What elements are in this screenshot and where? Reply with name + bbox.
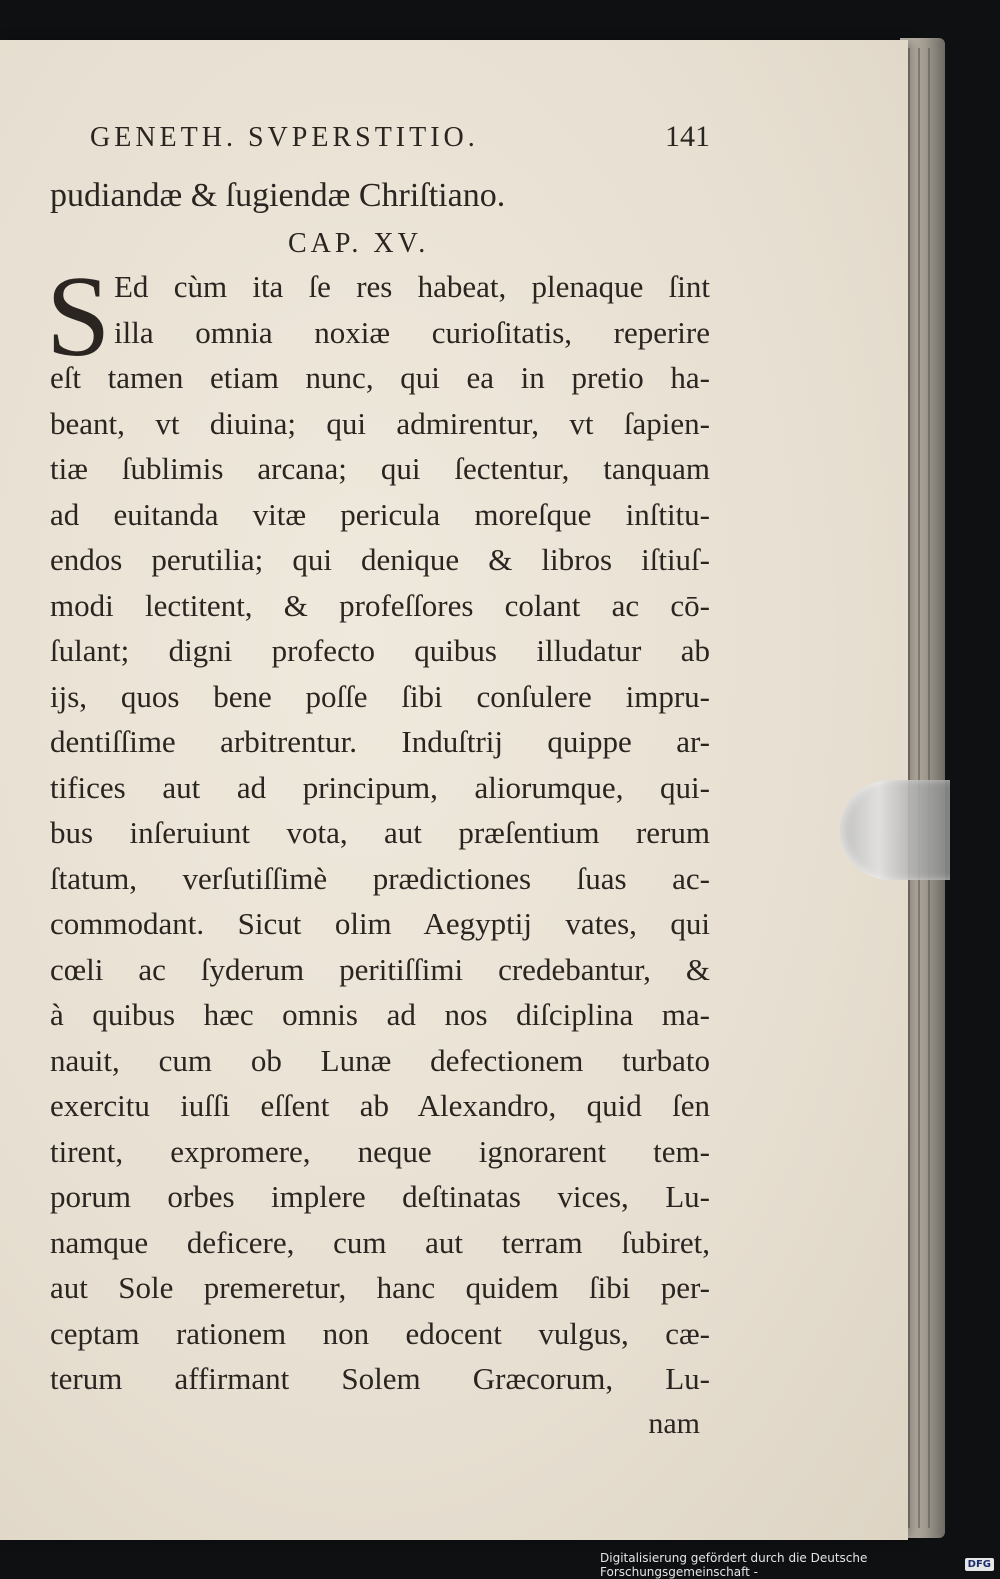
text-line: ad euitanda vitæ pericula moreſque inſtitu- xyxy=(50,496,710,532)
running-head xyxy=(50,120,710,170)
text-line: endos perutilia; qui denique & libros iſtiuſ- xyxy=(50,542,710,577)
heading-line: pudiandæ & ſugiendæ Chriſtiano. xyxy=(50,177,506,214)
book-page xyxy=(0,40,908,1540)
footer-bar xyxy=(600,1550,1000,1579)
text-line: ſtatum, verſutiſſimè prædictiones ſuas ac- xyxy=(50,860,710,896)
text-line: nauit, cum ob Lunæ defectionem turbato xyxy=(50,1042,710,1078)
chapter-heading: CAP. XV. xyxy=(288,228,430,259)
text-line: tiæ ſublimis arcana; qui ſectentur, tanquam xyxy=(50,451,710,486)
text-line: à quibus hæc omnis ad nos diſciplina ma- xyxy=(50,997,710,1032)
text-line: tifices aut ad principum, aliorumque, qui- xyxy=(50,769,710,805)
text-line: ijs, quos bene poſſe ſibi conſulere impru- xyxy=(50,678,710,714)
text-line: tirent, expromere, neque ignorarent tem- xyxy=(50,1133,710,1169)
text-line: ſulant; digni profecto quibus illudatur ab xyxy=(50,633,710,668)
text-line: modi lectitent, & profeſſores colant ac cō- xyxy=(50,587,710,623)
text-line: ceptam rationem non edocent vulgus, cæ- xyxy=(50,1315,710,1351)
page-number: 141 xyxy=(665,120,710,153)
text-line: terum affirmant Solem Græcorum, Lu- xyxy=(50,1361,710,1396)
text-line: Ed cùm ita ſe res habeat, plenaque ſint xyxy=(114,269,710,304)
text-line: dentiſſime arbitrentur. Induſtrij quippe ar- xyxy=(50,724,710,759)
text-line: beant, vt diuina; qui admirentur, vt ſapien- xyxy=(50,405,710,441)
running-title: GENETH. SVPERSTITIO. xyxy=(90,122,479,153)
catchword: nam xyxy=(648,1406,700,1440)
text-line: illa omnia noxiæ curioſitatis, reperire xyxy=(114,314,710,350)
text-line: cœli ac ſyderum peritiſſimi credebantur, & xyxy=(50,951,710,987)
text-line: namque deficere, cum aut terram ſubiret, xyxy=(50,1224,710,1260)
drop-capital: S xyxy=(46,253,111,381)
text-line: exercitu iuſſi eſſent ab Alexandro, quid ſen xyxy=(50,1088,710,1123)
text-line: aut Sole premeretur, hanc quidem ſibi per- xyxy=(50,1270,710,1305)
footer-credit: Digitalisierung gefördert durch die Deutsche Forschungsgemeinschaft - xyxy=(600,1550,868,1579)
body-text xyxy=(50,264,710,1402)
dfg-logo: DFG xyxy=(965,1558,994,1571)
text-block xyxy=(46,120,710,1446)
text-line: commodant. Sicut olim Aegyptij vates, qui xyxy=(50,906,710,941)
text-line: eſt tamen etiam nunc, qui ea in pretio ha- xyxy=(50,360,710,395)
text-line: porum orbes implere deſtinatas vices, Lu- xyxy=(50,1179,710,1214)
page-holder-clip xyxy=(840,780,950,880)
text-line: bus inſeruiunt vota, aut præſentium rerum xyxy=(50,815,710,850)
